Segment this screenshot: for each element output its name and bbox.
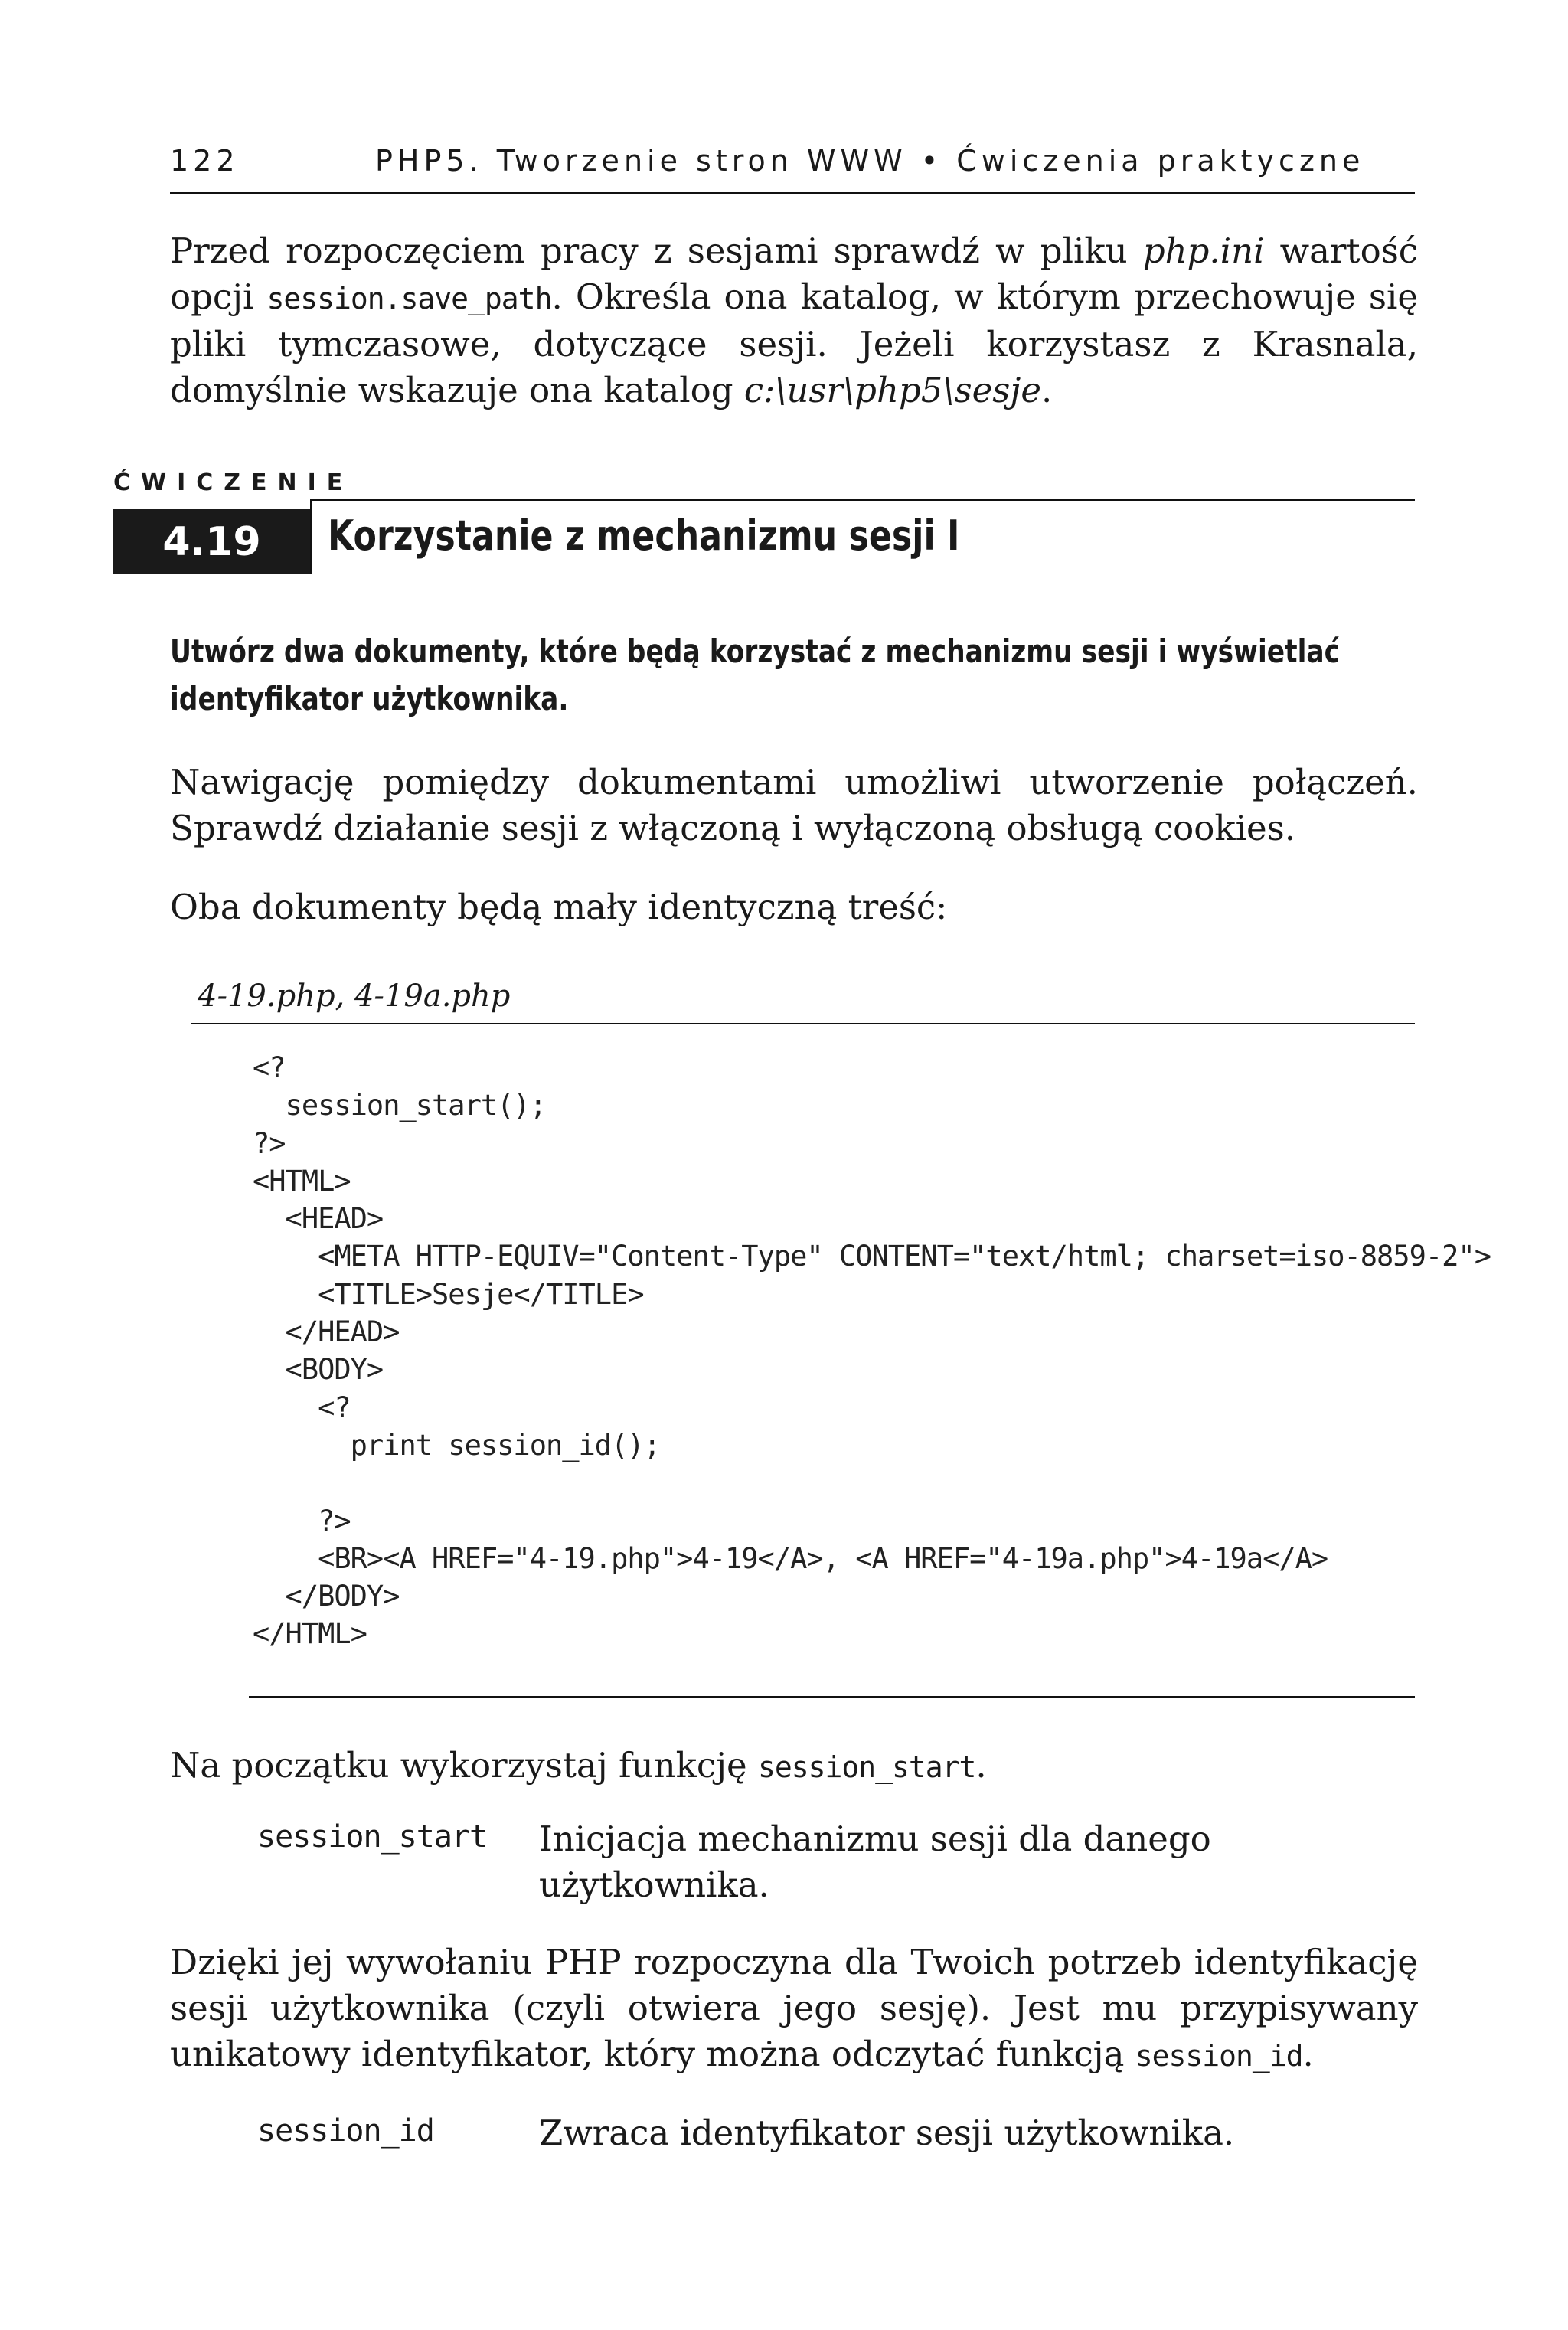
- intro-text-1: Przed rozpoczęciem pracy z sesjami sprawdź w pliku: [170, 230, 1143, 271]
- listing-bottom-rule: [249, 1696, 1415, 1698]
- documents-paragraph: Oba dokumenty będą mały identyczną treść:: [170, 887, 948, 927]
- definition-desc-session-start: Inicjacja mechanizmu sesji dla danego użytkownika.: [539, 1819, 1211, 1905]
- running-header: [170, 144, 1415, 194]
- exercise-number-box: [113, 509, 310, 574]
- page-number: 122: [170, 144, 240, 178]
- session-id-paragraph: [170, 1939, 1418, 2079]
- session-id-text-2: .: [1302, 2034, 1314, 2074]
- book-title: PHP5. Tworzenie stron WWW • Ćwiczenia praktyczne: [375, 144, 1365, 178]
- exercise-title: Korzystanie z mechanizmu sesji I: [328, 511, 960, 560]
- exercise-label: ĆWICZENIE: [113, 469, 354, 496]
- start-text-2: .: [975, 1745, 987, 1786]
- start-paragraph: [170, 1743, 1418, 1790]
- function-name: session_id: [1135, 2039, 1303, 2073]
- intro-paragraph: [170, 228, 1418, 413]
- definition-desc-session-id: Zwraca identyfikator sesji użytkownika.: [539, 2113, 1235, 2153]
- intro-text-2: wartość opcji: [170, 230, 1418, 317]
- definition-term-session-id: session_id: [257, 2113, 434, 2149]
- navigation-paragraph: Nawigację pomiędzy dokumentami umożliwi utworzenie połączeń. Sprawdź działanie sesji z włączoną i wyłączoną obsługą cookies.: [170, 762, 1418, 848]
- file-name: php.ini: [1142, 230, 1265, 271]
- start-text-1: Na początku wykorzystaj funkcję: [170, 1745, 758, 1786]
- definition-term-session-start: session_start: [257, 1819, 488, 1855]
- option-name: session.save_path: [266, 282, 552, 315]
- header-rule: [170, 192, 1415, 194]
- code-listing: <? session_start(); ?> <HTML> <HEAD> <META HTTP-EQUIV="Content-Type" CONTENT="text/html; charset=iso-8859-2"> <TITLE>Sesje</TITLE> </HEAD> <BODY> <? print session_id(); ?> <BR><A HREF="4-19.php">4-19</A>, <A HREF="4-19a.php">4-19a</A> </BODY> </HTML>: [253, 1051, 1491, 1651]
- directory-path: c:\usr\php5\sesje: [743, 370, 1041, 410]
- exercise-task: Utwórz dwa dokumenty, które będą korzystać z mechanizmu sesji i wyświetlać identyfikator użytkownika.: [170, 632, 1341, 717]
- exercise-rule: [310, 499, 1415, 501]
- exercise-number: 4.19: [162, 518, 261, 565]
- session-id-text-1: Dzięki jej wywołaniu PHP rozpoczyna dla Twoich potrzeb identyfikację sesji użytkownika (czyli otwiera jego sesję). Jest mu przypisywany unikatowy identyfikator, który można odczytać funkcją: [170, 1942, 1418, 2074]
- listing-top-rule: [191, 1023, 1415, 1024]
- intro-text-4: .: [1040, 370, 1053, 410]
- exercise-divider: [310, 499, 312, 574]
- listing-filename: 4-19.php, 4-19a.php: [198, 979, 511, 1014]
- function-name: session_start: [757, 1750, 976, 1784]
- intro-text-3: . Określa ona katalog, w którym przechowuje się pliki tymczasowe, dotyczące sesji. Jeżeli korzystasz z Krasnala, domyślnie wskazuje ona katalog: [170, 276, 1418, 410]
